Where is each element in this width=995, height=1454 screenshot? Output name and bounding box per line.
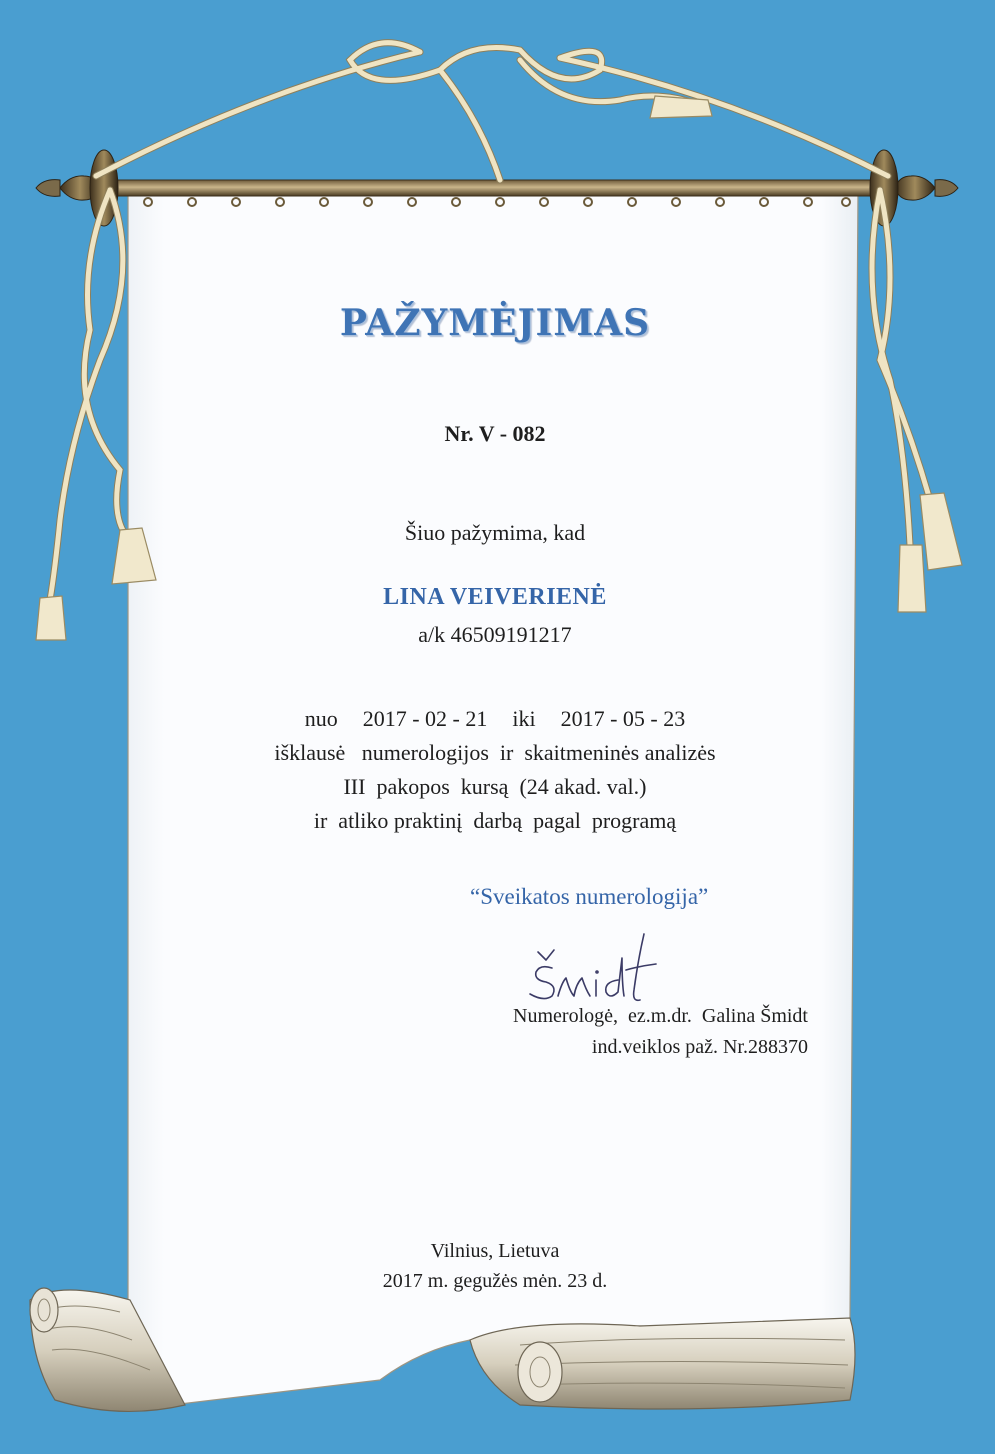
issue-date: 2017 m. gegužės mėn. 23 d. bbox=[382, 1270, 608, 1292]
intro-text: Šiuo pažymima, kad bbox=[404, 520, 586, 545]
certificate-title: PAŽYMĖJIMAS bbox=[339, 302, 651, 344]
issue-place: Vilnius, Lietuva bbox=[430, 1240, 560, 1262]
signatory-name: Numerologė, ez.m.dr. Galina Šmidt bbox=[513, 1005, 808, 1027]
handwritten-signature bbox=[518, 930, 658, 1008]
program-name: “Sveikatos numerologija” bbox=[470, 884, 709, 909]
body-line-level: III pakopos kursą (24 akad. val.) bbox=[343, 774, 647, 799]
recipient-name: LINA VEIVERIENĖ bbox=[383, 584, 607, 610]
period-from-word: nuo bbox=[304, 706, 338, 731]
certificate-number: Nr. V - 082 bbox=[444, 421, 546, 446]
period-to-date: 2017 - 05 - 23 bbox=[560, 706, 686, 731]
body-line-practice: ir atliko praktinį darbą pagal programą bbox=[313, 808, 677, 833]
course-period bbox=[130, 706, 860, 732]
period-to-word: iki bbox=[512, 706, 536, 731]
body-line-course: išklausė numerologijos ir skaitmeninės analizės bbox=[274, 740, 716, 765]
signatory-registration: ind.veiklos paž. Nr.288370 bbox=[591, 1036, 808, 1058]
period-from-date: 2017 - 02 - 21 bbox=[362, 706, 488, 731]
personal-code: a/k 46509191217 bbox=[418, 622, 572, 647]
